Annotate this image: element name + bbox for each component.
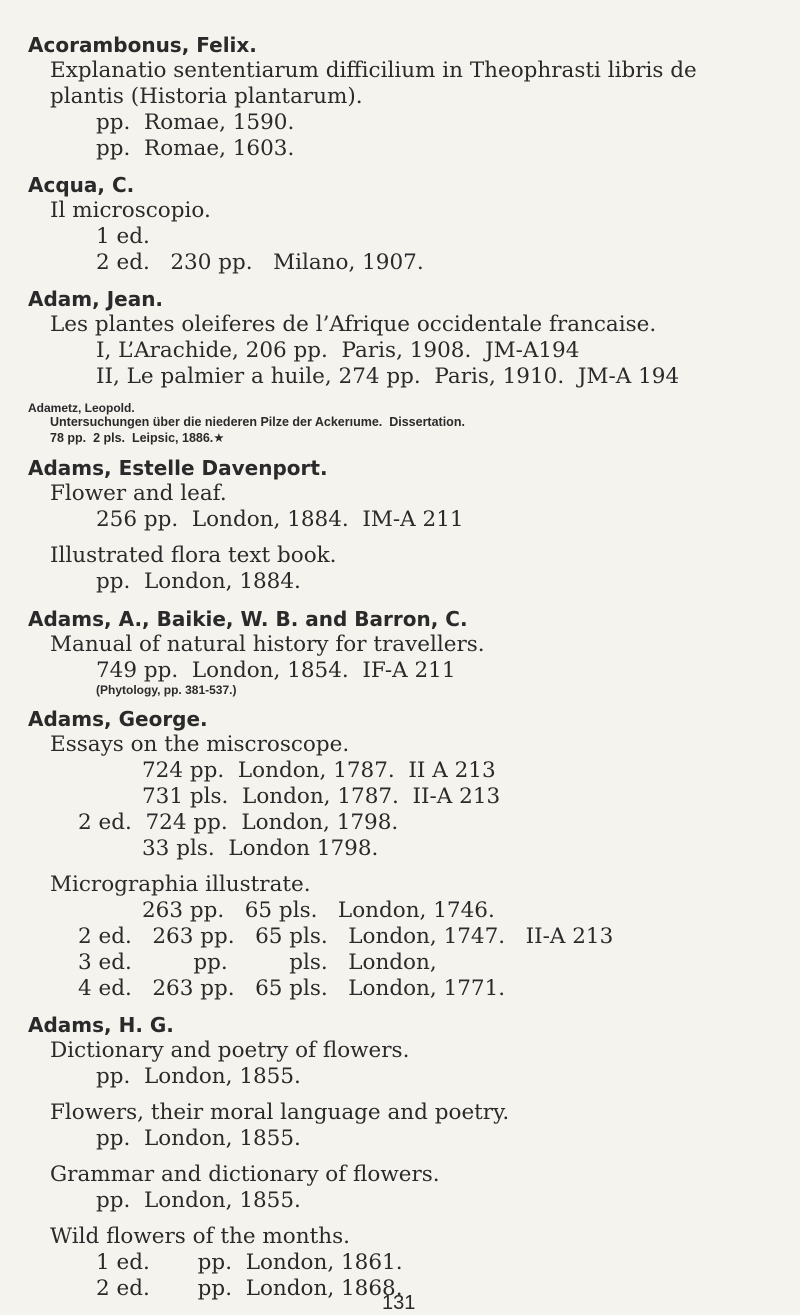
entry-title: Micrographia illustrate.: [50, 872, 311, 897]
entry-heading: Acqua, C.: [28, 173, 135, 197]
entry-title: Flower and leaf.: [50, 481, 227, 506]
entry-heading: Acorambonus, Felix.: [28, 33, 257, 57]
entry-title: Wild flowers of the months.: [50, 1224, 350, 1249]
entry-detail: pp. Romae, 1590.: [96, 110, 295, 135]
entry-detail: pp. London, 1855.: [96, 1188, 301, 1213]
entry-detail: pp. London, 1855.: [96, 1064, 301, 1089]
entry-note: (Phytology, pp. 381-537.): [96, 683, 237, 697]
entry-detail: I, L’Arachide, 206 pp. Paris, 1908. JM-A194: [96, 338, 580, 363]
entry-detail: pp. London, 1884.: [96, 569, 301, 594]
entry-detail: 749 pp. London, 1854. IF-A 211: [96, 658, 456, 683]
entry-title: Les plantes oleiferes de l’Afrique occidentale francaise.: [50, 312, 657, 337]
entry-title: Dictionary and poetry of flowers.: [50, 1038, 410, 1063]
entry-detail: 33 pls. London 1798.: [142, 836, 379, 861]
entry-heading-small: Adametz, Leopold.: [28, 401, 135, 415]
entry-title: Illustrated flora text book.: [50, 543, 337, 568]
entry-title-small: Untersuchungen über die niederen Pilze der Ackerıume. Dissertation.: [50, 415, 465, 429]
entry-title: Essays on the miscroscope.: [50, 732, 350, 757]
entry-detail: 2 ed. 263 pp. 65 pls. London, 1747. II-A 213: [78, 924, 614, 949]
entry-detail: 1 ed. pp. London, 1861.: [96, 1250, 403, 1275]
page-number: 131: [382, 1292, 416, 1314]
entry-detail: pp. London, 1855.: [96, 1126, 301, 1151]
entry-heading: Adams, George.: [28, 707, 208, 731]
entry-title: Manual of natural history for travellers.: [50, 632, 485, 657]
entry-title: Il microscopio.: [50, 198, 211, 223]
entry-detail: 731 pls. London, 1787. II-A 213: [142, 784, 501, 809]
entry-detail: pp. Romae, 1603.: [96, 136, 295, 161]
entry-detail: 2 ed. pp. London, 1868.: [96, 1276, 403, 1301]
entry-title: Grammar and dictionary of flowers.: [50, 1162, 440, 1187]
entry-detail: 2 ed. 724 pp. London, 1798.: [78, 810, 399, 835]
entry-detail: 256 pp. London, 1884. IM-A 211: [96, 507, 464, 532]
entry-heading: Adams, Estelle Davenport.: [28, 456, 328, 480]
entry-detail: 263 pp. 65 pls. London, 1746.: [142, 898, 495, 923]
entry-detail: 2 ed. 230 pp. Milano, 1907.: [96, 250, 424, 275]
entry-heading: Adam, Jean.: [28, 287, 164, 311]
entry-title: Flowers, their moral language and poetry.: [50, 1100, 510, 1125]
entry-detail: 4 ed. 263 pp. 65 pls. London, 1771.: [78, 976, 506, 1001]
entry-detail-small: 78 pp. 2 pls. Leipsic, 1886.★: [50, 431, 225, 445]
entry-detail: 724 pp. London, 1787. II A 213: [142, 758, 496, 783]
entry-detail: 3 ed. pp. pls. London,: [78, 950, 437, 975]
entry-title: plantis (Historia plantarum).: [50, 84, 363, 109]
entry-heading: Adams, H. G.: [28, 1013, 174, 1037]
entry-detail: II, Le palmier a huile, 274 pp. Paris, 1910. JM-A 194: [96, 364, 680, 389]
entry-detail: 1 ed.: [96, 224, 150, 249]
entry-heading: Adams, A., Baikie, W. B. and Barron, C.: [28, 607, 468, 631]
entry-title: Explanatio sententiarum difficilium in Theophrasti libris de: [50, 58, 697, 83]
